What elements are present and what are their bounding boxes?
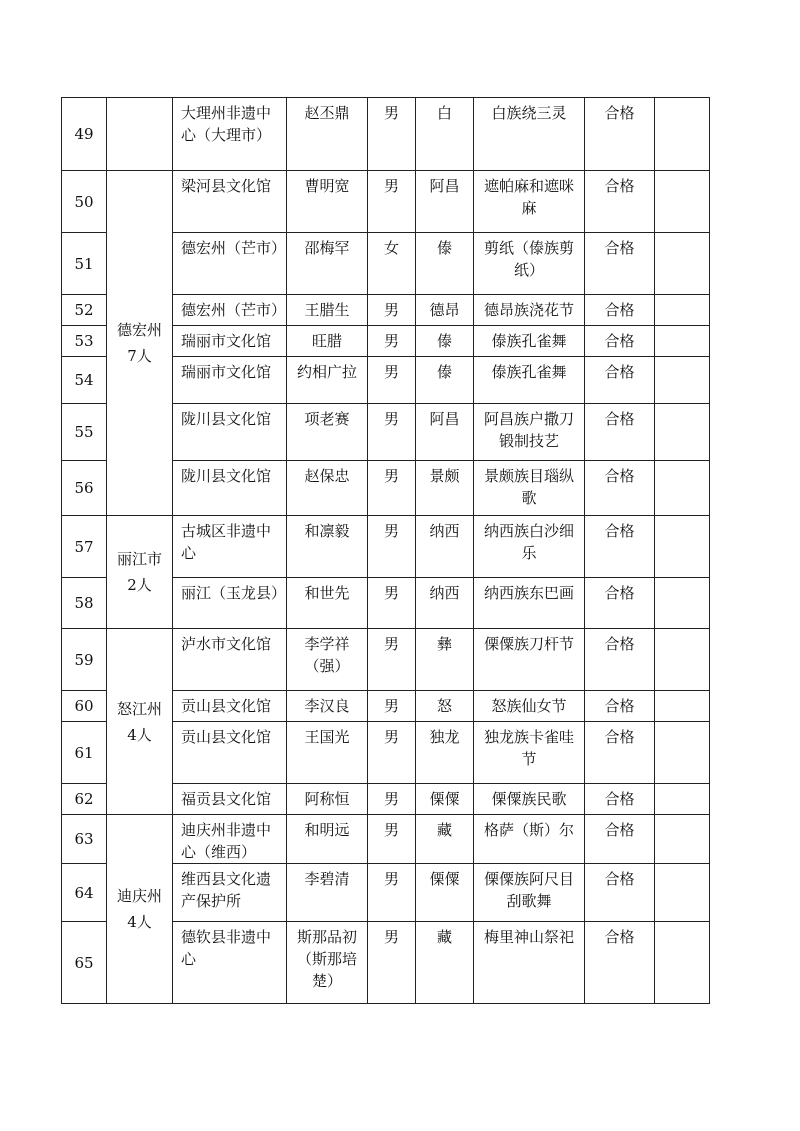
- row-number-cell-text: 57: [74, 537, 94, 556]
- row-number-cell-text: 49: [74, 125, 94, 143]
- region-label: 迪庆州 4人: [116, 887, 162, 931]
- project-cell-text: 傣族孔雀舞: [491, 332, 567, 350]
- gender-cell-text: 男: [383, 697, 399, 715]
- result-cell-text: 合格: [604, 870, 635, 888]
- ethnicity-cell-text: 怒: [436, 697, 452, 715]
- project-cell: [474, 922, 585, 1004]
- name-cell-text: 李碧清: [304, 870, 350, 888]
- gender-cell-text: 男: [383, 870, 399, 888]
- result-cell: [585, 722, 655, 784]
- ethnicity-cell-text: 德昂: [429, 301, 460, 319]
- remark-cell-text: [655, 922, 709, 926]
- name-cell: [287, 722, 368, 784]
- project-cell: [474, 295, 585, 326]
- gender-cell: [368, 922, 416, 1004]
- ethnicity-cell-text: 傣: [436, 332, 452, 350]
- row-number-cell: [62, 578, 107, 629]
- row-number-cell-text: 58: [74, 594, 94, 612]
- project-cell-text: 遮帕麻和遮咪麻: [483, 177, 574, 217]
- gender-cell: [368, 357, 416, 404]
- project-cell-text: 傈僳族阿尺目刮歌舞: [483, 870, 574, 910]
- row-number-cell: [62, 98, 107, 171]
- gender-cell: [368, 98, 416, 171]
- remark-cell: [655, 922, 710, 1004]
- ethnicity-cell-text: 纳西: [429, 584, 460, 602]
- result-cell-text: 合格: [604, 363, 635, 381]
- unit-cell-text: 古城区非遗中心: [181, 522, 272, 562]
- result-cell-text: 合格: [604, 928, 635, 946]
- unit-cell: [173, 578, 287, 629]
- result-cell-text: 合格: [604, 635, 635, 653]
- project-cell: [474, 629, 585, 691]
- ethnicity-cell: [416, 516, 474, 578]
- remark-cell-text: [655, 784, 709, 788]
- unit-cell: [173, 326, 287, 357]
- name-cell-text: 项老赛: [304, 410, 350, 428]
- project-cell: [474, 326, 585, 357]
- project-cell: [474, 461, 585, 516]
- remark-cell-text: [655, 295, 709, 299]
- unit-cell: [173, 864, 287, 922]
- row-number-cell: [62, 815, 107, 864]
- gender-cell-text: 男: [383, 177, 399, 195]
- ethnicity-cell-text: 傈僳: [429, 870, 460, 888]
- unit-cell: [173, 922, 287, 1004]
- ethnicity-cell: [416, 629, 474, 691]
- ethnicity-cell: [416, 98, 474, 171]
- gender-cell-text: 男: [383, 928, 399, 946]
- result-cell-text: 合格: [604, 728, 635, 746]
- project-cell: [474, 784, 585, 815]
- remark-cell: [655, 516, 710, 578]
- project-cell-text: 格萨（斯）尔: [483, 821, 574, 839]
- name-cell-text: 赵丕鼎: [304, 104, 350, 122]
- row-number-cell-text: 51: [74, 254, 94, 273]
- ethnicity-cell-text: 景颇: [429, 467, 460, 485]
- unit-cell: [173, 98, 287, 171]
- name-cell-text: 和明远: [304, 821, 350, 839]
- result-cell: [585, 815, 655, 864]
- project-cell: [474, 171, 585, 233]
- remark-cell: [655, 461, 710, 516]
- remark-cell: [655, 171, 710, 233]
- ethnicity-cell: [416, 461, 474, 516]
- gender-cell-text: 男: [383, 635, 399, 653]
- gender-cell: [368, 461, 416, 516]
- remark-cell-text: [655, 233, 709, 237]
- remark-cell-text: [655, 516, 709, 520]
- name-cell: [287, 629, 368, 691]
- gender-cell-text: 男: [383, 467, 399, 485]
- remark-cell-text: [655, 578, 709, 582]
- remark-cell: [655, 815, 710, 864]
- result-cell: [585, 922, 655, 1004]
- result-cell-text: 合格: [604, 821, 635, 839]
- row-number-cell: [62, 722, 107, 784]
- ethnicity-cell: [416, 722, 474, 784]
- unit-cell: [173, 233, 287, 295]
- project-cell-text: 怒族仙女节: [491, 697, 567, 715]
- unit-cell-text: 福贡县文化馆: [181, 790, 272, 808]
- row-number-cell-text: 55: [74, 423, 94, 441]
- remark-cell-text: [655, 722, 709, 726]
- remark-cell: [655, 722, 710, 784]
- result-cell: [585, 171, 655, 233]
- remark-cell-text: [655, 357, 709, 361]
- ethnicity-cell: [416, 295, 474, 326]
- row-number-cell-text: 53: [74, 332, 94, 350]
- gender-cell-text: 男: [383, 790, 399, 808]
- row-number-cell-text: 52: [74, 301, 94, 319]
- unit-cell: [173, 171, 287, 233]
- project-cell: [474, 815, 585, 864]
- gender-cell: [368, 722, 416, 784]
- remark-cell-text: [655, 326, 709, 330]
- name-cell: [287, 404, 368, 461]
- name-cell: [287, 922, 368, 1004]
- gender-cell: [368, 326, 416, 357]
- gender-cell: [368, 784, 416, 815]
- name-cell-text: 阿称恒: [304, 790, 350, 808]
- row-number-cell-text: 56: [74, 479, 94, 497]
- gender-cell: [368, 516, 416, 578]
- ethnicity-cell-text: 傈僳: [429, 790, 460, 808]
- ethnicity-cell: [416, 922, 474, 1004]
- unit-cell-text: 丽江（玉龙县）: [181, 584, 287, 602]
- project-cell: [474, 233, 585, 295]
- row-number-cell: [62, 461, 107, 516]
- gender-cell: [368, 171, 416, 233]
- name-cell: [287, 357, 368, 404]
- row-number-cell: [62, 784, 107, 815]
- unit-cell: [173, 295, 287, 326]
- unit-cell: [173, 404, 287, 461]
- name-cell: [287, 295, 368, 326]
- unit-cell: [173, 691, 287, 722]
- unit-cell-text: 德钦县非遗中心: [181, 928, 272, 968]
- unit-cell: [173, 629, 287, 691]
- row-number-cell-text: 64: [74, 883, 94, 902]
- ethnicity-cell-text: 纳西: [429, 522, 460, 540]
- result-cell-text: 合格: [604, 301, 635, 319]
- unit-cell: [173, 722, 287, 784]
- row-number-cell: [62, 404, 107, 461]
- result-cell: [585, 516, 655, 578]
- unit-cell: [173, 784, 287, 815]
- table-row: [62, 516, 710, 578]
- row-number-cell: [62, 516, 107, 578]
- name-cell-text: 约相广拉: [296, 363, 357, 381]
- result-cell-text: 合格: [604, 177, 635, 195]
- unit-cell: [173, 516, 287, 578]
- unit-cell-text: 德宏州（芒市）: [181, 239, 287, 257]
- row-number-cell-text: 62: [74, 790, 94, 808]
- remark-cell: [655, 98, 710, 171]
- region-cell: [107, 516, 173, 629]
- result-cell: [585, 357, 655, 404]
- result-cell: [585, 98, 655, 171]
- remark-cell-text: [655, 461, 709, 465]
- name-cell: [287, 815, 368, 864]
- table-row: [62, 171, 710, 233]
- project-cell: [474, 404, 585, 461]
- project-cell: [474, 722, 585, 784]
- remark-cell-text: [655, 98, 709, 102]
- result-cell-text: 合格: [604, 467, 635, 485]
- project-cell-text: 剪纸（傣族剪纸）: [483, 239, 574, 279]
- project-cell: [474, 98, 585, 171]
- ethnicity-cell: [416, 578, 474, 629]
- gender-cell: [368, 691, 416, 722]
- project-cell: [474, 578, 585, 629]
- ethnicity-cell: [416, 864, 474, 922]
- inheritor-assessment-table: [61, 97, 710, 1004]
- name-cell: [287, 171, 368, 233]
- row-number-cell-text: 59: [74, 650, 94, 669]
- row-number-cell: [62, 691, 107, 722]
- name-cell-text: 斯那品初（斯那培楚）: [296, 928, 357, 990]
- unit-cell: [173, 815, 287, 864]
- remark-cell-text: [655, 691, 709, 695]
- remark-cell: [655, 691, 710, 722]
- gender-cell-text: 男: [383, 410, 399, 428]
- project-cell-text: 傈僳族刀杆节: [483, 635, 574, 653]
- remark-cell: [655, 404, 710, 461]
- table-row: [62, 629, 710, 691]
- name-cell: [287, 98, 368, 171]
- remark-cell: [655, 578, 710, 629]
- project-cell-text: 傈僳族民歌: [491, 790, 567, 808]
- region-label: 怒江州 4人: [116, 699, 162, 744]
- ethnicity-cell: [416, 357, 474, 404]
- gender-cell-text: 女: [383, 239, 399, 257]
- remark-cell: [655, 629, 710, 691]
- gender-cell: [368, 864, 416, 922]
- name-cell-text: 李汉良: [304, 697, 350, 715]
- result-cell-text: 合格: [604, 697, 635, 715]
- unit-cell-text: 大理州非遗中心（大理市）: [181, 104, 272, 144]
- row-number-cell: [62, 357, 107, 404]
- project-cell-text: 阿昌族户撒刀锻制技艺: [483, 410, 574, 450]
- gender-cell-text: 男: [383, 332, 399, 350]
- name-cell: [287, 691, 368, 722]
- result-cell-text: 合格: [604, 410, 635, 428]
- gender-cell: [368, 404, 416, 461]
- project-cell: [474, 691, 585, 722]
- ethnicity-cell: [416, 233, 474, 295]
- remark-cell-text: [655, 629, 709, 633]
- row-number-cell: [62, 629, 107, 691]
- row-number-cell-text: 60: [74, 697, 94, 715]
- unit-cell-text: 梁河县文化馆: [181, 177, 272, 195]
- project-cell-text: 纳西族白沙细乐: [483, 522, 574, 562]
- unit-cell-text: 贡山县文化馆: [181, 697, 272, 715]
- row-number-cell: [62, 864, 107, 922]
- result-cell-text: 合格: [604, 790, 635, 808]
- result-cell: [585, 295, 655, 326]
- table-row: [62, 815, 710, 864]
- gender-cell-text: 男: [383, 104, 399, 122]
- row-number-cell-text: 65: [74, 953, 94, 972]
- gender-cell: [368, 578, 416, 629]
- remark-cell: [655, 864, 710, 922]
- project-cell-text: 景颇族目瑙纵歌: [483, 467, 574, 507]
- remark-cell-text: [655, 404, 709, 408]
- name-cell-text: 旺腊: [311, 332, 342, 350]
- gender-cell: [368, 815, 416, 864]
- ethnicity-cell-text: 傣: [436, 239, 452, 257]
- unit-cell-text: 泸水市文化馆: [181, 635, 272, 653]
- remark-cell: [655, 295, 710, 326]
- unit-cell: [173, 461, 287, 516]
- ethnicity-cell: [416, 691, 474, 722]
- row-number-cell: [62, 171, 107, 233]
- remark-cell: [655, 784, 710, 815]
- result-cell: [585, 461, 655, 516]
- gender-cell-text: 男: [383, 821, 399, 839]
- name-cell: [287, 784, 368, 815]
- result-cell: [585, 784, 655, 815]
- ethnicity-cell-text: 阿昌: [429, 177, 460, 195]
- result-cell-text: 合格: [604, 332, 635, 350]
- gender-cell: [368, 233, 416, 295]
- remark-cell: [655, 326, 710, 357]
- name-cell-text: 李学祥（强）: [304, 635, 350, 675]
- name-cell: [287, 578, 368, 629]
- ethnicity-cell-text: 藏: [436, 821, 452, 839]
- name-cell-text: 和世先: [304, 584, 350, 602]
- region-cell: [107, 815, 173, 1004]
- row-number-cell-text: 50: [74, 192, 94, 211]
- result-cell: [585, 864, 655, 922]
- row-number-cell-text: 54: [74, 371, 94, 389]
- remark-cell: [655, 233, 710, 295]
- region-cell: [107, 98, 173, 171]
- result-cell-text: 合格: [604, 104, 635, 122]
- name-cell: [287, 516, 368, 578]
- table-row: [62, 98, 710, 171]
- unit-cell-text: 迪庆州非遗中心（维西）: [181, 821, 272, 861]
- ethnicity-cell-text: 藏: [436, 928, 452, 946]
- name-cell: [287, 326, 368, 357]
- ethnicity-cell-text: 独龙: [429, 728, 460, 746]
- gender-cell-text: 男: [383, 584, 399, 602]
- gender-cell: [368, 295, 416, 326]
- project-cell-text: 独龙族卡雀哇节: [483, 728, 574, 768]
- ethnicity-cell: [416, 784, 474, 815]
- name-cell: [287, 233, 368, 295]
- result-cell: [585, 404, 655, 461]
- name-cell-text: 王腊生: [304, 301, 350, 319]
- ethnicity-cell-text: 傣: [436, 363, 452, 381]
- ethnicity-cell-text: 阿昌: [429, 410, 460, 428]
- region-label: 德宏州 7人: [116, 321, 162, 365]
- region-cell: [107, 171, 173, 516]
- remark-cell: [655, 357, 710, 404]
- name-cell-text: 邵梅罕: [304, 239, 350, 257]
- name-cell: [287, 461, 368, 516]
- unit-cell-text: 瑞丽市文化馆: [181, 332, 272, 350]
- unit-cell-text: 维西县文化遗产保护所: [181, 870, 272, 910]
- project-cell: [474, 357, 585, 404]
- result-cell: [585, 691, 655, 722]
- name-cell-text: 赵保忠: [304, 467, 350, 485]
- gender-cell-text: 男: [383, 728, 399, 746]
- gender-cell-text: 男: [383, 363, 399, 381]
- project-cell-text: 傣族孔雀舞: [491, 363, 567, 381]
- project-cell: [474, 864, 585, 922]
- unit-cell: [173, 357, 287, 404]
- remark-cell-text: [655, 171, 709, 175]
- project-cell-text: 纳西族东巴画: [483, 584, 574, 602]
- result-cell: [585, 629, 655, 691]
- result-cell-text: 合格: [604, 239, 635, 257]
- ethnicity-cell-text: 白: [436, 104, 452, 122]
- name-cell-text: 王国光: [304, 728, 350, 746]
- name-cell: [287, 864, 368, 922]
- unit-cell-text: 瑞丽市文化馆: [181, 363, 272, 381]
- name-cell-text: 曹明宽: [304, 177, 350, 195]
- remark-cell-text: [655, 864, 709, 868]
- region-label: 丽江市 2人: [116, 550, 162, 594]
- row-number-cell: [62, 295, 107, 326]
- row-number-cell: [62, 922, 107, 1004]
- ethnicity-cell-text: 彝: [436, 635, 452, 653]
- unit-cell-text: 德宏州（芒市）: [181, 301, 287, 319]
- result-cell: [585, 326, 655, 357]
- row-number-cell-text: 63: [74, 830, 94, 848]
- gender-cell-text: 男: [383, 522, 399, 540]
- result-cell-text: 合格: [604, 584, 635, 602]
- row-number-cell: [62, 326, 107, 357]
- region-cell: [107, 629, 173, 815]
- gender-cell-text: 男: [383, 301, 399, 319]
- project-cell: [474, 516, 585, 578]
- project-cell-text: 梅里神山祭祀: [483, 928, 574, 946]
- unit-cell-text: 贡山县文化馆: [181, 728, 272, 746]
- ethnicity-cell: [416, 815, 474, 864]
- result-cell-text: 合格: [604, 522, 635, 540]
- gender-cell: [368, 629, 416, 691]
- name-cell-text: 和凛毅: [304, 522, 350, 540]
- row-number-cell-text: 61: [74, 743, 94, 762]
- unit-cell-text: 陇川县文化馆: [181, 410, 272, 428]
- project-cell-text: 白族绕三灵: [491, 104, 567, 122]
- ethnicity-cell: [416, 326, 474, 357]
- row-number-cell: [62, 233, 107, 295]
- result-cell: [585, 233, 655, 295]
- ethnicity-cell: [416, 171, 474, 233]
- project-cell-text: 德昂族浇花节: [483, 301, 574, 319]
- ethnicity-cell: [416, 404, 474, 461]
- result-cell: [585, 578, 655, 629]
- unit-cell-text: 陇川县文化馆: [181, 467, 272, 485]
- remark-cell-text: [655, 815, 709, 819]
